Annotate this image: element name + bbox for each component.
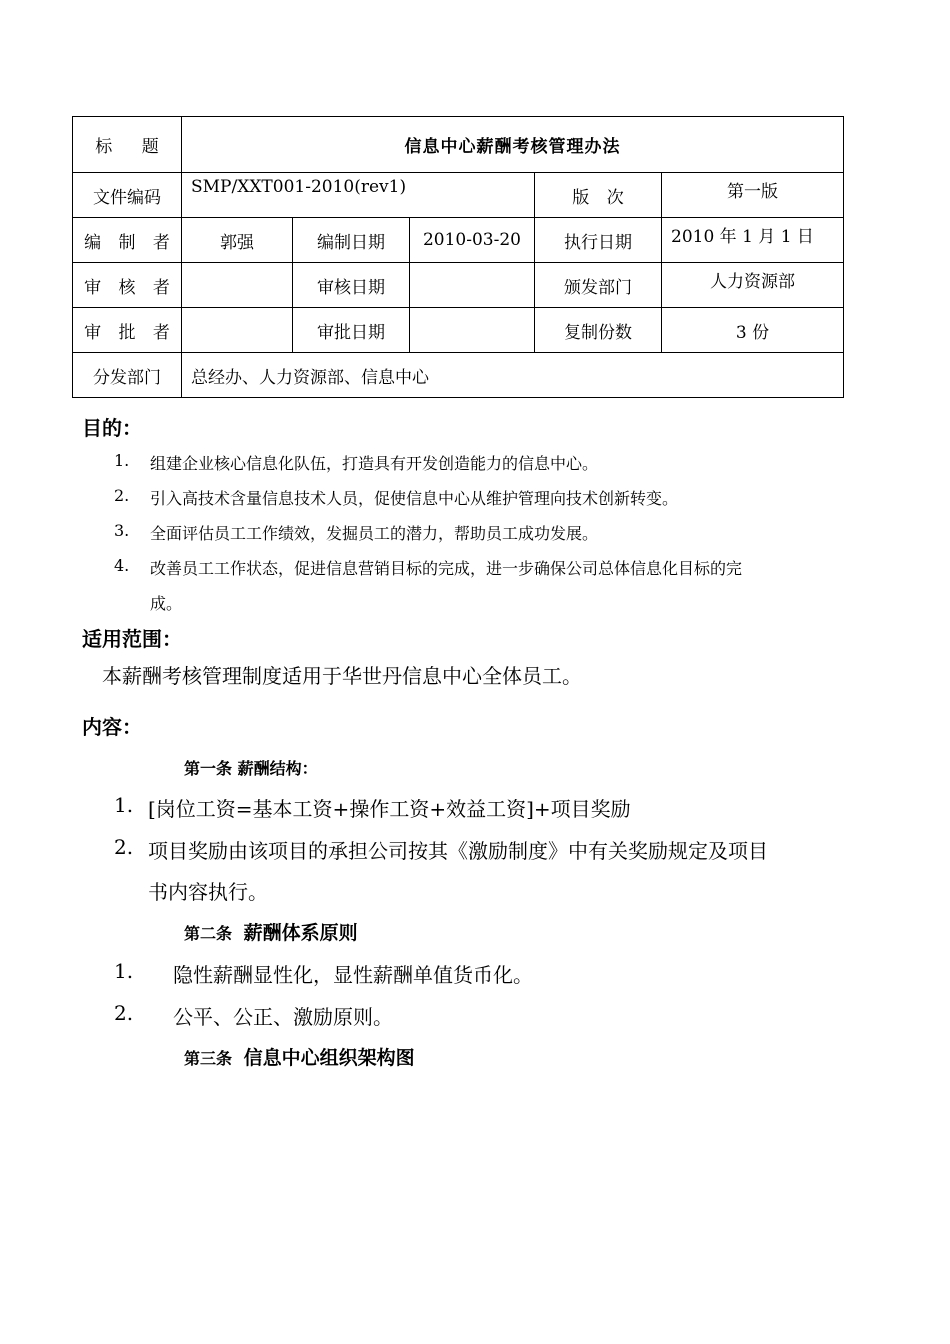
version-value: 第一版 — [662, 173, 844, 218]
compile-date-value: 2010-03-20 — [410, 218, 535, 263]
copies-value: 3 份 — [662, 308, 844, 353]
approver-value — [182, 308, 293, 353]
article2-item-number: 1. — [114, 959, 134, 983]
file-code-label: 文件编码 — [73, 173, 182, 218]
article2-item-number: 2. — [114, 1001, 134, 1025]
compile-date-label: 编制日期 — [293, 218, 410, 263]
issue-dept-value: 人力资源部 — [662, 263, 844, 308]
author-value: 郭强 — [182, 218, 293, 263]
purpose-item-text: 改善员工工作状态，促进信息营销目标的完成，进一步确保公司总体信息化目标的完 — [150, 559, 743, 578]
article2-heading-prefix: 第二条 — [184, 924, 233, 943]
distribution-label: 分发部门 — [73, 353, 182, 398]
article1-item-text-continued: 书内容执行。 — [148, 880, 268, 904]
article1-item-text: 项目奖励由该项目的承担公司按其《激励制度》中有关奖励规定及项目 — [148, 839, 768, 863]
article1-heading: 第一条 薪酬结构： — [184, 759, 318, 778]
article3-heading-title: 信息中心组织架构图 — [243, 1047, 415, 1069]
purpose-heading: 目的： — [82, 416, 142, 440]
exec-date-label: 执行日期 — [535, 218, 662, 263]
copies-label: 复制份数 — [535, 308, 662, 353]
article3-heading — [184, 1043, 415, 1070]
author-label: 编 制 者 — [73, 218, 182, 263]
article1-item-number: 2. — [114, 835, 134, 859]
approve-date-label: 审批日期 — [293, 308, 410, 353]
article3-heading-prefix: 第三条 — [184, 1049, 233, 1068]
distribution-value: 总经办、人力资源部、信息中心 — [182, 353, 844, 398]
content-heading: 内容： — [82, 715, 142, 739]
reviewer-label: 审 核 者 — [73, 263, 182, 308]
purpose-item-number: 3. — [114, 521, 130, 540]
article2-heading-title: 薪酬体系原则 — [243, 922, 358, 944]
approve-date-value — [410, 308, 535, 353]
exec-date-value: 2010 年 1 月 1 日 — [662, 218, 844, 263]
version-label: 版 次 — [535, 173, 662, 218]
document-header-table — [72, 116, 844, 398]
review-date-value — [410, 263, 535, 308]
article2-item-text: 隐性薪酬显性化，显性薪酬单值货币化。 — [173, 963, 533, 987]
article1-item-number: 1. — [114, 793, 134, 817]
purpose-item-number: 1. — [114, 451, 130, 470]
issue-dept-label: 颁发部门 — [535, 263, 662, 308]
file-code-value: SMP/XXT001-2010(rev1) — [182, 173, 535, 218]
purpose-item-text-continued: 成。 — [150, 594, 183, 613]
purpose-item-text: 引入高技术含量信息技术人员，促使信息中心从维护管理向技术创新转变。 — [150, 489, 679, 508]
purpose-item-number: 2. — [114, 486, 130, 505]
article2-heading — [184, 918, 358, 945]
purpose-item-number: 4. — [114, 556, 130, 575]
purpose-item-text: 组建企业核心信息化队伍，打造具有开发创造能力的信息中心。 — [150, 454, 599, 473]
purpose-item-text: 全面评估员工工作绩效，发掘员工的潜力，帮助员工成功发展。 — [150, 524, 599, 543]
title-label: 标 题 — [73, 117, 182, 173]
approver-label: 审 批 者 — [73, 308, 182, 353]
document-title: 信息中心薪酬考核管理办法 — [182, 117, 844, 173]
article1-item-text: [岗位工资=基本工资+操作工资+效益工资]+项目奖励 — [148, 797, 631, 821]
reviewer-value — [182, 263, 293, 308]
scope-heading: 适用范围： — [82, 627, 182, 651]
article2-item-text: 公平、公正、激励原则。 — [173, 1005, 393, 1029]
review-date-label: 审核日期 — [293, 263, 410, 308]
scope-text: 本薪酬考核管理制度适用于华世丹信息中心全体员工。 — [102, 664, 582, 688]
